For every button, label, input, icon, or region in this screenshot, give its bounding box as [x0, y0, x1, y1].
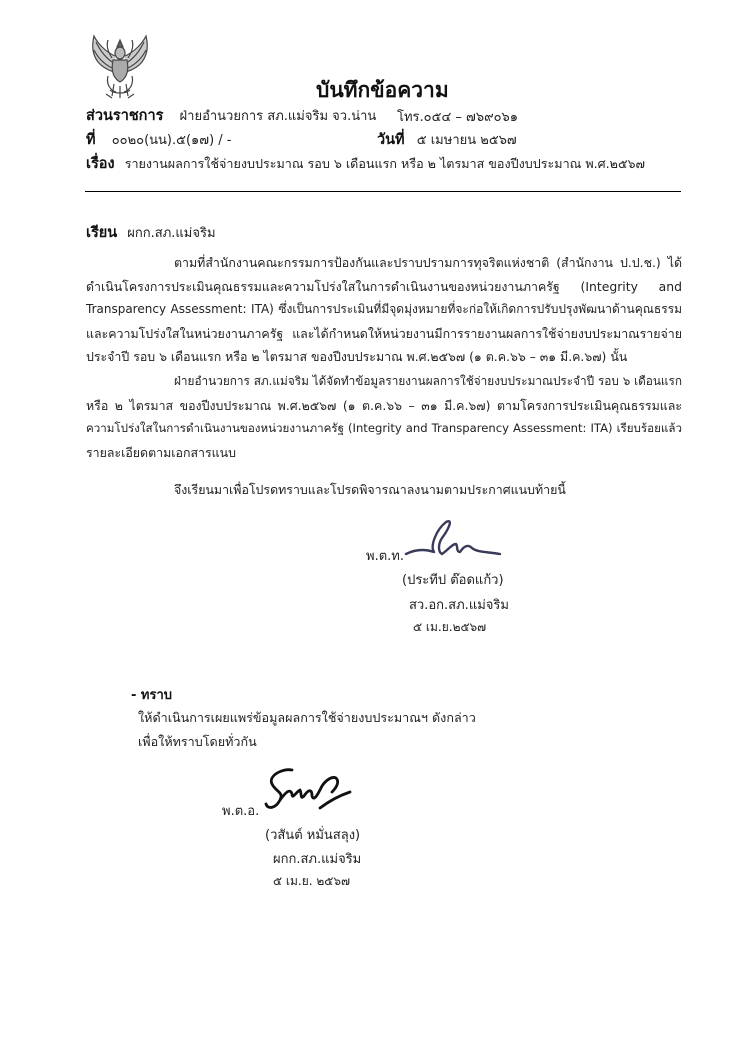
- header-divider: [85, 191, 681, 192]
- salutation-row: [86, 221, 216, 244]
- signer2-position: ผกก.สภ.แม่จริม: [273, 852, 362, 867]
- signer1-date: ๕ เม.ย.๒๕๖๗: [413, 620, 487, 634]
- salutation-label: เรียน: [86, 225, 118, 241]
- paragraph-2-line: รายละเอียดตามเอกสารแนบ: [86, 444, 236, 460]
- salutation-value: ผกก.สภ.แม่จริม: [127, 226, 216, 241]
- department-value: ฝ่ายอำนวยการ สภ.แม่จริม จว.น่าน: [179, 109, 377, 124]
- memo-title: บันทึกข้อความ: [316, 78, 449, 102]
- signer2-signature-icon: [262, 766, 358, 822]
- paragraph-2-line: ความโปร่งใสในการดำเนินงานของหน่วยงานภาครัฐ (Integrity and Transparency Assessment: ITA) เรียบร้อยแล้ว: [86, 421, 682, 435]
- reference-label: ที่: [86, 132, 96, 148]
- date-row: [377, 128, 517, 151]
- paragraph-1-line: ตามที่สำนักงานคณะกรรมการป้องกันและปราบปรามการทุจริตแห่งชาติ (สำนักงาน ป.ป.ช.) ได้: [174, 255, 682, 270]
- department-row: [86, 104, 376, 127]
- garuda-emblem-icon: [86, 32, 154, 102]
- paragraph-1-line: ประจำปี รอบ ๖ เดือนแรก หรือ ๒ ไตรมาส ของปีงบประมาณ พ.ศ.๒๕๖๗ (๑ ต.ค.๖๖ – ๓๑ มี.ค.๖๗) นั้น: [86, 349, 628, 364]
- subject-value: รายงานผลการใช้จ่ายงบประมาณ รอบ ๖ เดือนแรก หรือ ๒ ไตรมาส ของปีงบประมาณ พ.ศ.๒๕๖๗: [124, 156, 645, 171]
- reference-value: ๐๐๒๐(นน).๕(๑๗) / -: [111, 133, 232, 148]
- closing-line: จึงเรียนมาเพื่อโปรดทราบและโปรดพิจารณาลงนามตามประกาศแนบท้ายนี้: [174, 482, 566, 497]
- endorsement-line-2: เพื่อให้ทราบโดยทั่วกัน: [138, 734, 257, 749]
- signer1-signature-icon: [404, 516, 504, 562]
- date-value: ๕ เมษายน ๒๕๖๗: [416, 133, 517, 148]
- signer2-rank: พ.ต.อ.: [222, 804, 260, 819]
- signer1-rank: พ.ต.ท.: [366, 549, 404, 564]
- paragraph-2: [86, 370, 682, 464]
- signer1-name: (ประทีป ต๊อดแก้ว): [402, 573, 504, 588]
- signer2-name: (วสันต์ หมั่นสลุง): [265, 828, 361, 843]
- signer2-date: ๕ เม.ย. ๒๕๖๗: [273, 874, 351, 888]
- date-label: วันที่: [377, 132, 405, 148]
- paragraph-1-line: ดำเนินโครงการประเมินคุณธรรมและความโปร่งใสในการดำเนินงานของหน่วยงานภาครัฐ (Integrity and: [86, 278, 682, 294]
- paragraph-2-line: หรือ ๒ ไตรมาส ของปีงบประมาณ พ.ศ.๒๕๖๗ (๑ ต.ค.๖๖ – ๓๑ มี.ค.๖๗) ตามโครงการประเมินคุณธรรมและ: [86, 397, 682, 413]
- paragraph-1: [86, 251, 682, 369]
- phone-number: โทร.๐๕๔ – ๗๖๙๐๖๑: [397, 110, 519, 125]
- paragraph-2-line: ฝ่ายอำนวยการ สภ.แม่จริม ได้จัดทำข้อมูลรายงานผลการใช้จ่ายงบประมาณประจำปี รอบ ๖ เดือนแรก: [174, 374, 682, 388]
- department-label: ส่วนราชการ: [86, 108, 164, 124]
- paragraph-1-line: และความโปร่งใสในหน่วยงานภาครัฐ และได้กำหนดให้หน่วยงานมีการรายงานผลการใช้จ่ายงบประมาณรายจ่าย: [86, 325, 682, 341]
- subject-row: [86, 152, 645, 175]
- signer1-position: สว.อก.สภ.แม่จริม: [409, 598, 509, 613]
- reference-row: [86, 128, 231, 151]
- endorsement-line-1: ให้ดำเนินการเผยแพร่ข้อมูลผลการใช้จ่ายงบประมาณฯ ดังกล่าว: [138, 710, 476, 725]
- subject-label: เรื่อง: [86, 156, 115, 172]
- endorsement-heading: - ทราบ: [131, 688, 173, 703]
- paragraph-1-line: Transparency Assessment: ITA) ซึ่งเป็นการประเมินที่มีจุดมุ่งหมายที่จะก่อให้เกิดการปรับปรุงพัฒนาด้านคุณธรรม: [86, 302, 682, 316]
